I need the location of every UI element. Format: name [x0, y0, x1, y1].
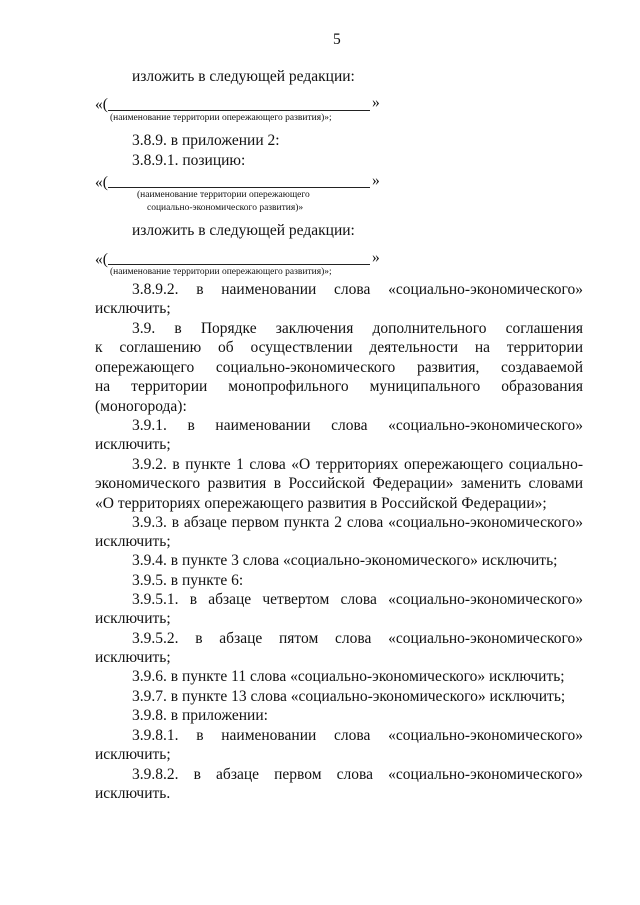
quote-open: «(: [95, 96, 108, 113]
paragraph-line: исключить.: [95, 785, 171, 802]
caption: социально-экономического развития)»: [147, 203, 304, 213]
paragraph-line: исключить;: [95, 300, 171, 317]
paragraph-line: исключить;: [95, 533, 171, 550]
quote-open: «(: [95, 174, 108, 191]
paragraph-line: 3.9.8.2. в абзаце первом слова «социально-экономического»: [132, 766, 583, 783]
paragraph-line: 3.8.9.2. в наименовании слова «социально-экономического»: [132, 281, 583, 298]
page-number: 5: [333, 31, 341, 48]
paragraph-line: 3.9.2. в пункте 1 слова «О территориях опережающего социально-: [132, 456, 583, 473]
blank-line: [108, 110, 370, 111]
paragraph-line: 3.9.3. в абзаце первом пункта 2 слова «социально-экономического»: [132, 514, 583, 531]
paragraph: 3.9.7. в пункте 13 слова «социально-экономического» исключить;: [132, 688, 566, 705]
caption: (наименование территории опережающего развития)»;: [110, 113, 332, 123]
paragraph-line: 3.9.8.1. в наименовании слова «социально-экономического»: [132, 727, 583, 744]
paragraph-line: 3.9. в Порядке заключения дополнительного соглашения: [132, 320, 583, 337]
paragraph: 3.9.4. в пункте 3 слова «социально-экономического» исключить;: [132, 552, 558, 569]
quote-close: »: [372, 94, 380, 111]
paragraph-line: исключить;: [95, 610, 171, 627]
paragraph-line: на территории монопрофильного муниципального образования: [95, 378, 583, 395]
paragraph-line: 3.9.5.2. в абзаце пятом слова «социально-экономического»: [132, 630, 583, 647]
paragraph-line: «О территориях опережающего развития в Российской Федерации»;: [95, 495, 547, 512]
quote-close: »: [372, 172, 380, 189]
caption: (наименование территории опережающего: [137, 190, 310, 200]
blank-line: [108, 187, 370, 188]
paragraph: изложить в следующей редакции:: [132, 68, 355, 85]
paragraph-line: 3.9.5.1. в абзаце четвертом слова «социально-экономического»: [132, 591, 583, 608]
paragraph: 3.9.6. в пункте 11 слова «социально-экономического» исключить;: [132, 668, 565, 685]
paragraph-line: экономического развития в Российской Федерации» заменить словами: [95, 475, 583, 492]
quote-close: »: [372, 249, 380, 266]
paragraph: 3.9.8. в приложении:: [132, 707, 268, 724]
quote-open: «(: [95, 251, 108, 268]
paragraph-line: исключить;: [95, 746, 171, 763]
paragraph-line: исключить;: [95, 436, 171, 453]
paragraph: 3.9.5. в пункте 6:: [132, 572, 244, 589]
paragraph-line: 3.9.1. в наименовании слова «социально-экономического»: [132, 417, 583, 434]
paragraph: изложить в следующей редакции:: [132, 222, 355, 239]
paragraph-line: исключить;: [95, 649, 171, 666]
caption: (наименование территории опережающего развития)»;: [110, 267, 332, 277]
paragraph-line: к соглашению об осуществлении деятельности на территории: [95, 339, 583, 356]
blank-line: [108, 264, 370, 265]
paragraph: 3.8.9. в приложении 2:: [132, 132, 280, 149]
paragraph-line: (моногорода):: [95, 398, 187, 415]
paragraph-line: опережающего социально-экономического развития, создаваемой: [95, 359, 583, 376]
paragraph: 3.8.9.1. позицию:: [132, 152, 246, 169]
